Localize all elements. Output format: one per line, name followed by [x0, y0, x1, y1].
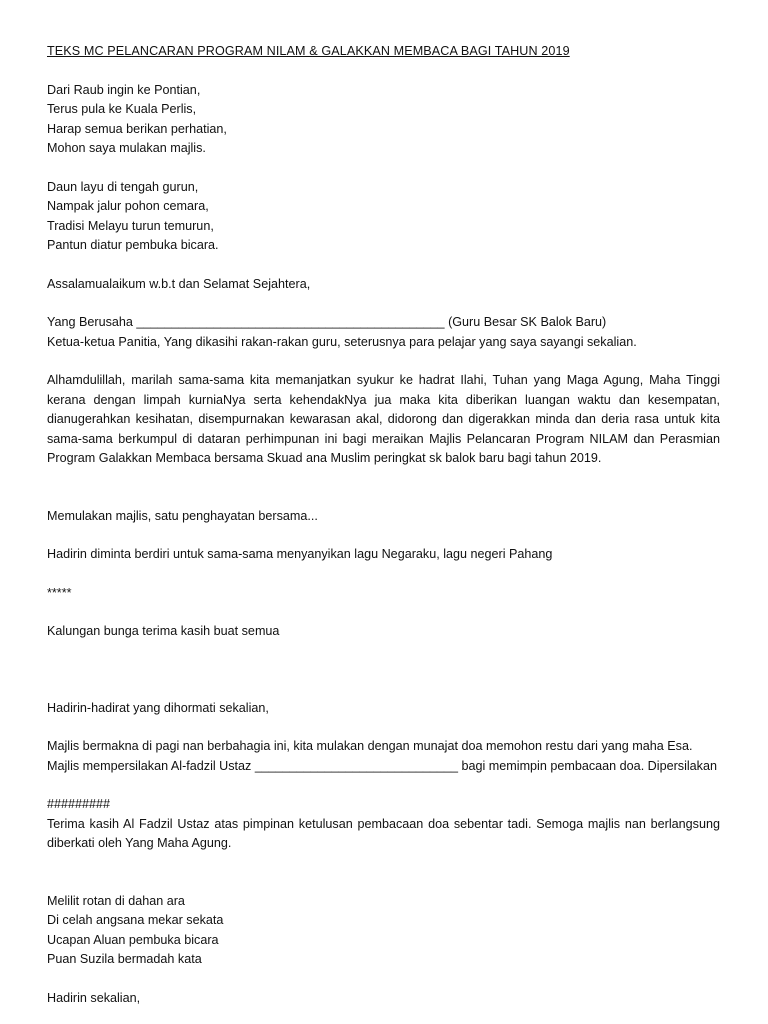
start-line: Memulakan majlis, satu penghayatan bersama... [47, 508, 318, 523]
honoured-guests-line: Hadirin-hadirat yang dihormati sekalian, [47, 700, 269, 715]
prayer-line-1: Majlis bermakna di pagi nan berbahagia ini, kita mulakan dengan munajat doa memohon restu dari yang maha Esa. [47, 739, 693, 753]
pantun-line: Mohon saya mulakan majlis. [47, 141, 206, 155]
pantun-line: Dari Raub ingin ke Pontian, [47, 82, 201, 97]
thanks-paragraph: Terima kasih Al Fadzil Ustaz atas pimpinan ketulusan pembacaan doa sebentar tadi. Semoga majlis nan berlangsung diberkati oleh Yang Maha Agung. [47, 816, 720, 850]
prayer-line-2: Majlis mempersilakan Al-fadzil Ustaz _____________________________ bagi memimpin pembacaan doa. Dipersilakan [47, 758, 717, 773]
flowers-line: Kalungan bunga terima kasih buat semua [47, 624, 280, 638]
document-title: TEKS MC PELANCARAN PROGRAM NILAM & GALAKKAN MEMBACA BAGI TAHUN 2019 [47, 44, 570, 58]
opening-paragraph: Alhamdulillah, marilah sama-sama kita memanjatkan syukur ke hadrat Ilahi, Tuhan yang Maga Agung, Maha Tinggi kerana dengan limpah kurniaNya serta kehendakNya jua maka kita diberikan luangan waktu dan kesempatan, dianugerahkan kesihatan, disempurnakan kewarasan akal, didorong dan digerakkan minda dan deria rasa untuk kita sama-sama berkumpul di dataran perhimpunan ini bagi meraikan Majlis Pelancaran Program NILAM dan Perasmian Program Galakkan Membaca bersama Skuad ana Muslim peringkat sk balok baru bagi tahun 2019. [47, 373, 720, 465]
pantun-line: Nampak jalur pohon cemara, [47, 199, 209, 213]
pantun-line: Melilit rotan di dahan ara [47, 893, 185, 908]
pantun-line: Puan Suzila bermadah kata [47, 952, 202, 966]
pantun-line: Pantun diatur pembuka bicara. [47, 238, 219, 252]
pantun-line: Terus pula ke Kuala Perlis, [47, 102, 197, 116]
hash-separator: ######### [47, 797, 111, 811]
pantun-opening-1 [47, 81, 720, 159]
closing-address: Hadirin sekalian, [47, 990, 141, 1005]
greeting: Assalamualaikum w.b.t dan Selamat Sejahtera, [47, 276, 311, 291]
anthem-line: Hadirin diminta berdiri untuk sama-sama menyanyikan lagu Negaraku, lagu negeri Pahang [47, 547, 553, 561]
pantun-speech [47, 892, 720, 970]
pantun-opening-2 [47, 178, 720, 256]
pantun-line: Daun layu di tengah gurun, [47, 179, 199, 194]
pantun-line: Di celah angsana mekar sekata [47, 913, 224, 927]
salutation-line-2: Ketua-ketua Panitia, Yang dikasihi rakan-rakan guru, seterusnya para pelajar yang saya sayangi sekalian. [47, 334, 637, 349]
pantun-line: Tradisi Melayu turun temurun, [47, 218, 214, 233]
pantun-line: Ucapan Aluan pembuka bicara [47, 932, 219, 947]
stars-separator: ***** [47, 585, 72, 600]
salutation-line-1: Yang Berusaha ____________________________________________ (Guru Besar SK Balok Baru) [47, 315, 607, 329]
pantun-line: Harap semua berikan perhatian, [47, 121, 227, 136]
